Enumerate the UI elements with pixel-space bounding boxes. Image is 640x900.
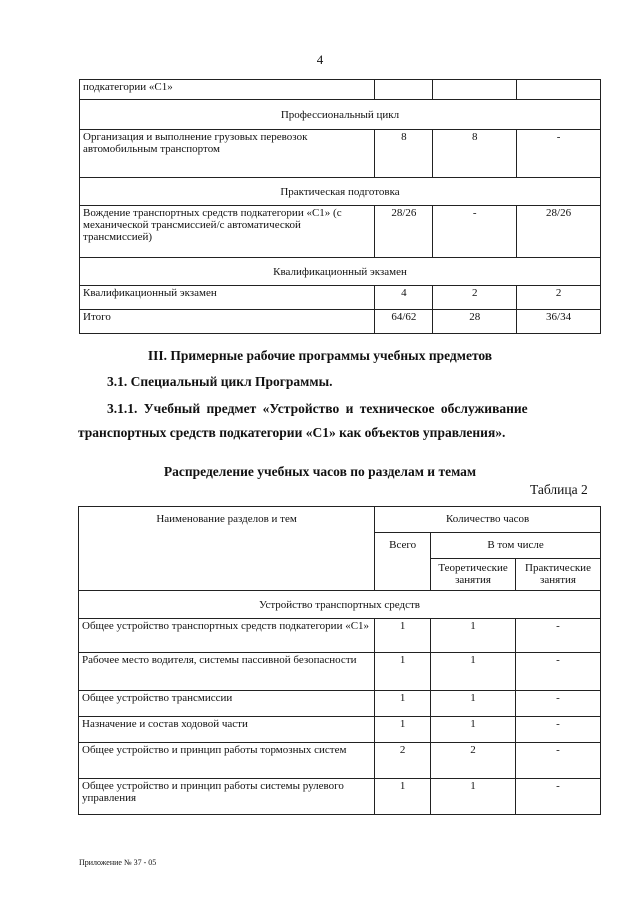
row-label: Общее устройство транспортных средств подкатегории «С1» xyxy=(79,619,375,653)
table-row xyxy=(79,653,601,691)
cell-practice: - xyxy=(516,619,601,653)
cell-theory: 1 xyxy=(431,779,516,815)
band-row: Профессиональный цикл xyxy=(80,100,601,130)
subject-heading-line1: 3.1.1. Учебный предмет «Устройство и техническое обслуживание xyxy=(107,401,528,416)
cell-c1: 28/26 xyxy=(375,206,433,258)
cell-practice: - xyxy=(516,743,601,779)
cell-practice: - xyxy=(516,717,601,743)
cell-c3: 36/34 xyxy=(517,310,601,334)
table-row xyxy=(79,743,601,779)
cell-total: 1 xyxy=(375,619,431,653)
table-number: Таблица 2 xyxy=(530,482,588,497)
cell-c1: 64/62 xyxy=(375,310,433,334)
row-label: Вождение транспортных средств подкатегории «С1» (с механической трансмиссией/с автоматической трансмиссией) xyxy=(80,206,375,258)
cell-c2: - xyxy=(433,206,517,258)
cell-practice: - xyxy=(516,779,601,815)
cell-theory: 1 xyxy=(431,653,516,691)
cell-total: 1 xyxy=(375,691,431,717)
row-label: Итого xyxy=(80,310,375,334)
band-row: Квалификационный экзамен xyxy=(80,258,601,286)
table-row xyxy=(80,206,601,258)
row-label: подкатегории «С1» xyxy=(80,80,375,100)
header-total: Всего xyxy=(375,533,431,591)
table-row xyxy=(80,130,601,178)
table-row xyxy=(80,100,601,130)
cell-total: 1 xyxy=(375,653,431,691)
cell-practice: - xyxy=(516,691,601,717)
cell-c2 xyxy=(433,80,517,100)
hours-table-continued xyxy=(79,79,601,334)
header-theory: Теоретические занятия xyxy=(431,559,516,591)
table-row xyxy=(80,178,601,206)
table-row xyxy=(80,258,601,286)
table-row xyxy=(79,717,601,743)
cell-theory: 1 xyxy=(431,619,516,653)
table-row xyxy=(80,80,601,100)
cell-c2: 28 xyxy=(433,310,517,334)
table-row xyxy=(80,286,601,310)
row-label: Общее устройство и принцип работы тормозных систем xyxy=(79,743,375,779)
section-heading: III. Примерные рабочие программы учебных предметов xyxy=(147,348,493,363)
cell-c3: - xyxy=(517,130,601,178)
row-label: Квалификационный экзамен xyxy=(80,286,375,310)
footer-note: Приложение № 37 - 05 xyxy=(79,858,157,867)
table-row xyxy=(79,779,601,815)
cell-c3: 2 xyxy=(517,286,601,310)
cell-c3 xyxy=(517,80,601,100)
cell-c2: 8 xyxy=(433,130,517,178)
distribution-heading: Распределение учебных часов по разделам и темам xyxy=(163,464,477,479)
table-row xyxy=(79,619,601,653)
header-including: В том числе xyxy=(431,533,601,559)
band-row: Устройство транспортных средств xyxy=(79,591,601,619)
cell-c1: 8 xyxy=(375,130,433,178)
cell-total: 2 xyxy=(375,743,431,779)
hours-distribution-table xyxy=(78,506,601,815)
subsection-heading: 3.1. Специальный цикл Программы. xyxy=(107,374,333,389)
cell-theory: 1 xyxy=(431,717,516,743)
row-label: Общее устройство и принцип работы системы рулевого управления xyxy=(79,779,375,815)
page-number: 4 xyxy=(316,52,324,67)
row-label: Общее устройство трансмиссии xyxy=(79,691,375,717)
table-row xyxy=(79,691,601,717)
cell-practice: - xyxy=(516,653,601,691)
cell-c1: 4 xyxy=(375,286,433,310)
cell-theory: 1 xyxy=(431,691,516,717)
header-hours: Количество часов xyxy=(375,507,601,533)
row-label: Организация и выполнение грузовых перевозок автомобильным транспортом xyxy=(80,130,375,178)
row-label: Рабочее место водителя, системы пассивной безопасности xyxy=(79,653,375,691)
cell-total: 1 xyxy=(375,717,431,743)
cell-c1 xyxy=(375,80,433,100)
band-row: Практическая подготовка xyxy=(80,178,601,206)
table-row xyxy=(80,310,601,334)
row-label: Назначение и состав ходовой части xyxy=(79,717,375,743)
cell-total: 1 xyxy=(375,779,431,815)
cell-c2: 2 xyxy=(433,286,517,310)
cell-theory: 2 xyxy=(431,743,516,779)
subject-heading-line2: транспортных средств подкатегории «С1» как объектов управления». xyxy=(78,425,506,440)
header-name: Наименование разделов и тем xyxy=(79,507,375,591)
cell-c3: 28/26 xyxy=(517,206,601,258)
header-practice: Практические занятия xyxy=(516,559,601,591)
